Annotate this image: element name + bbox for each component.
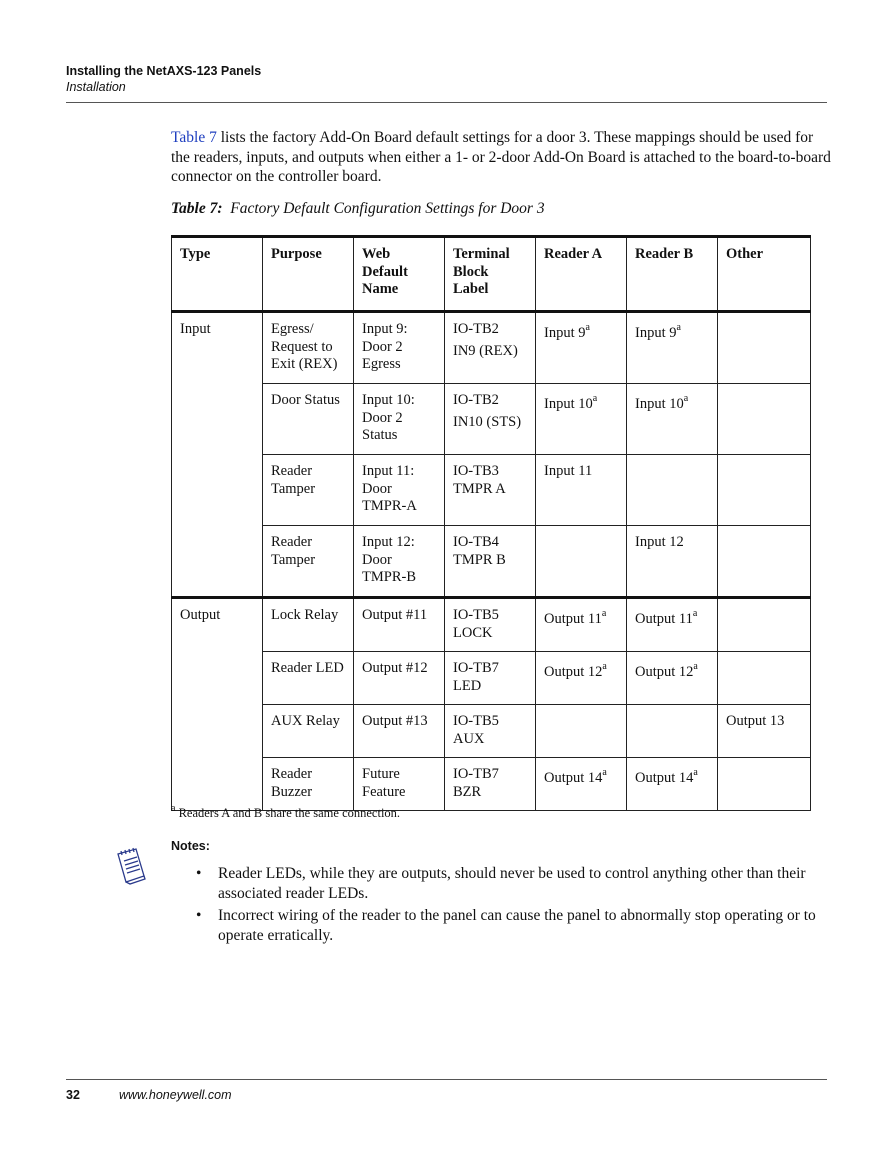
purpose-cell: Reader Buzzer xyxy=(263,758,354,811)
footnote-marker: a xyxy=(683,393,689,405)
footnote-marker: a xyxy=(171,802,176,814)
reader-a-cell xyxy=(536,312,627,384)
running-header xyxy=(66,63,827,95)
footnote-marker: a xyxy=(585,322,590,334)
table-row xyxy=(172,455,811,526)
purpose-cell: Door Status xyxy=(263,384,354,455)
reader-b-cell xyxy=(627,312,718,384)
type-cell-output: Output xyxy=(172,598,263,811)
bullet: • xyxy=(196,907,202,924)
table-row xyxy=(172,312,811,384)
header-divider xyxy=(66,102,827,103)
web-name-cell: Input 10: Door 2 Status xyxy=(354,384,445,455)
config-table xyxy=(171,235,811,811)
table-row xyxy=(172,758,811,811)
web-name-cell: Input 11: Door TMPR-A xyxy=(354,455,445,526)
terminal-cell xyxy=(445,384,536,455)
footer-url-link[interactable]: www.honeywell.com xyxy=(119,1088,232,1102)
terminal-line-2: IN10 (STS) xyxy=(453,413,522,430)
purpose-cell: AUX Relay xyxy=(263,705,354,758)
other-cell xyxy=(718,652,811,705)
footnote-marker: a xyxy=(693,767,698,779)
terminal-cell: IO-TB4 TMPR B xyxy=(445,526,536,598)
reader-b-value: Output 11 xyxy=(635,611,693,627)
terminal-cell: IO-TB3 TMPR A xyxy=(445,455,536,526)
reader-a-value: Output 14 xyxy=(544,770,603,786)
note-pad-icon xyxy=(112,846,148,886)
reader-a-value: Output 12 xyxy=(544,664,603,680)
web-name-cell: Input 12: Door TMPR-B xyxy=(354,526,445,598)
purpose-cell: Reader LED xyxy=(263,652,354,705)
terminal-line-1: IO-TB2 xyxy=(453,392,499,408)
other-cell xyxy=(718,455,811,526)
reader-b-cell xyxy=(627,384,718,455)
table-row xyxy=(172,598,811,652)
footnote-marker: a xyxy=(692,608,698,620)
purpose-cell: Reader Tamper xyxy=(263,455,354,526)
header-subtitle: Installation xyxy=(66,80,126,94)
other-cell xyxy=(718,598,811,652)
other-cell xyxy=(718,526,811,598)
terminal-cell: IO-TB7 BZR xyxy=(445,758,536,811)
reader-b-cell xyxy=(627,758,718,811)
web-name-cell: Output #12 xyxy=(354,652,445,705)
reader-b-value: Output 12 xyxy=(635,664,694,680)
reader-a-cell xyxy=(536,384,627,455)
footnote-marker: a xyxy=(602,767,607,779)
table-row xyxy=(172,652,811,705)
web-name-cell: Input 9: Door 2 Egress xyxy=(354,312,445,384)
list-item xyxy=(196,864,828,903)
reader-a-cell xyxy=(536,652,627,705)
table-7-link[interactable]: Table 7 xyxy=(171,129,217,146)
list-item xyxy=(196,906,828,945)
reader-a-cell: Input 11 xyxy=(536,455,627,526)
type-cell-input: Input xyxy=(172,312,263,598)
table-row xyxy=(172,384,811,455)
reader-b-value: Input 9 xyxy=(635,325,677,341)
terminal-line-2: IN9 (REX) xyxy=(453,342,518,359)
web-name-cell: Output #11 xyxy=(354,598,445,652)
reader-b-value: Input 10 xyxy=(635,396,684,412)
reader-a-value: Input 9 xyxy=(544,325,586,341)
table-caption-text: Factory Default Configuration Settings for Door 3 xyxy=(230,200,545,217)
table-header-row xyxy=(172,237,811,312)
terminal-line-1: IO-TB2 xyxy=(453,321,499,337)
purpose-cell: Reader Tamper xyxy=(263,526,354,598)
header-type: Type xyxy=(172,237,263,312)
table-row xyxy=(172,526,811,598)
web-name-cell: Output #13 xyxy=(354,705,445,758)
notes-label: Notes: xyxy=(171,839,210,853)
reader-b-cell xyxy=(627,598,718,652)
table-row xyxy=(172,705,811,758)
reader-a-value: Input 10 xyxy=(544,396,593,412)
note-text: Incorrect wiring of the reader to the panel can cause the panel to abnormally stop operating or to operate erratically. xyxy=(218,907,816,944)
header-terminal-block-label: Terminal Block Label xyxy=(445,237,536,312)
reader-a-cell xyxy=(536,758,627,811)
note-text: Reader LEDs, while they are outputs, should never be used to control anything other than their associated reader LEDs. xyxy=(218,865,806,902)
notes-list xyxy=(196,864,828,948)
reader-a-cell xyxy=(536,526,627,598)
purpose-cell: Egress/ Request to Exit (REX) xyxy=(263,312,354,384)
header-other: Other xyxy=(718,237,811,312)
purpose-cell: Lock Relay xyxy=(263,598,354,652)
header-reader-a: Reader A xyxy=(536,237,627,312)
reader-a-cell xyxy=(536,705,627,758)
reader-b-cell xyxy=(627,652,718,705)
reader-a-cell xyxy=(536,598,627,652)
other-cell xyxy=(718,758,811,811)
other-cell xyxy=(718,312,811,384)
footnote-text: Readers A and B share the same connection. xyxy=(175,806,401,820)
reader-a-value: Output 11 xyxy=(544,611,602,627)
footnote-marker: a xyxy=(676,322,681,334)
header-purpose: Purpose xyxy=(263,237,354,312)
footer-divider xyxy=(66,1079,827,1080)
bullet: • xyxy=(196,865,202,882)
intro-text: lists the factory Add-On Board default settings for a door 3. These mappings should be used for the readers, inputs, and outputs when either a 1- or 2-door Add-On Board is attached to the board-to-board connector on the controller board. xyxy=(171,129,831,185)
terminal-cell: IO-TB7 LED xyxy=(445,652,536,705)
header-title: Installing the NetAXS-123 Panels xyxy=(66,64,262,78)
terminal-cell: IO-TB5 LOCK xyxy=(445,598,536,652)
footnote-marker: a xyxy=(601,608,607,620)
web-name-cell: Future Feature xyxy=(354,758,445,811)
other-cell: Output 13 xyxy=(718,705,811,758)
page-number: 32 xyxy=(66,1088,80,1102)
footnote-marker: a xyxy=(602,661,607,673)
reader-b-cell: Input 12 xyxy=(627,526,718,598)
terminal-cell xyxy=(445,312,536,384)
intro-paragraph xyxy=(171,128,831,187)
other-cell xyxy=(718,384,811,455)
header-web-default-name: Web Default Name xyxy=(354,237,445,312)
reader-b-cell xyxy=(627,705,718,758)
table-caption-label: Table 7: xyxy=(171,200,223,217)
footnote-marker: a xyxy=(693,661,698,673)
table-footnote xyxy=(171,802,401,821)
footnote-marker: a xyxy=(592,393,598,405)
header-reader-b: Reader B xyxy=(627,237,718,312)
table-caption xyxy=(171,200,545,218)
terminal-cell: IO-TB5 AUX xyxy=(445,705,536,758)
reader-b-cell xyxy=(627,455,718,526)
reader-b-value: Output 14 xyxy=(635,770,694,786)
